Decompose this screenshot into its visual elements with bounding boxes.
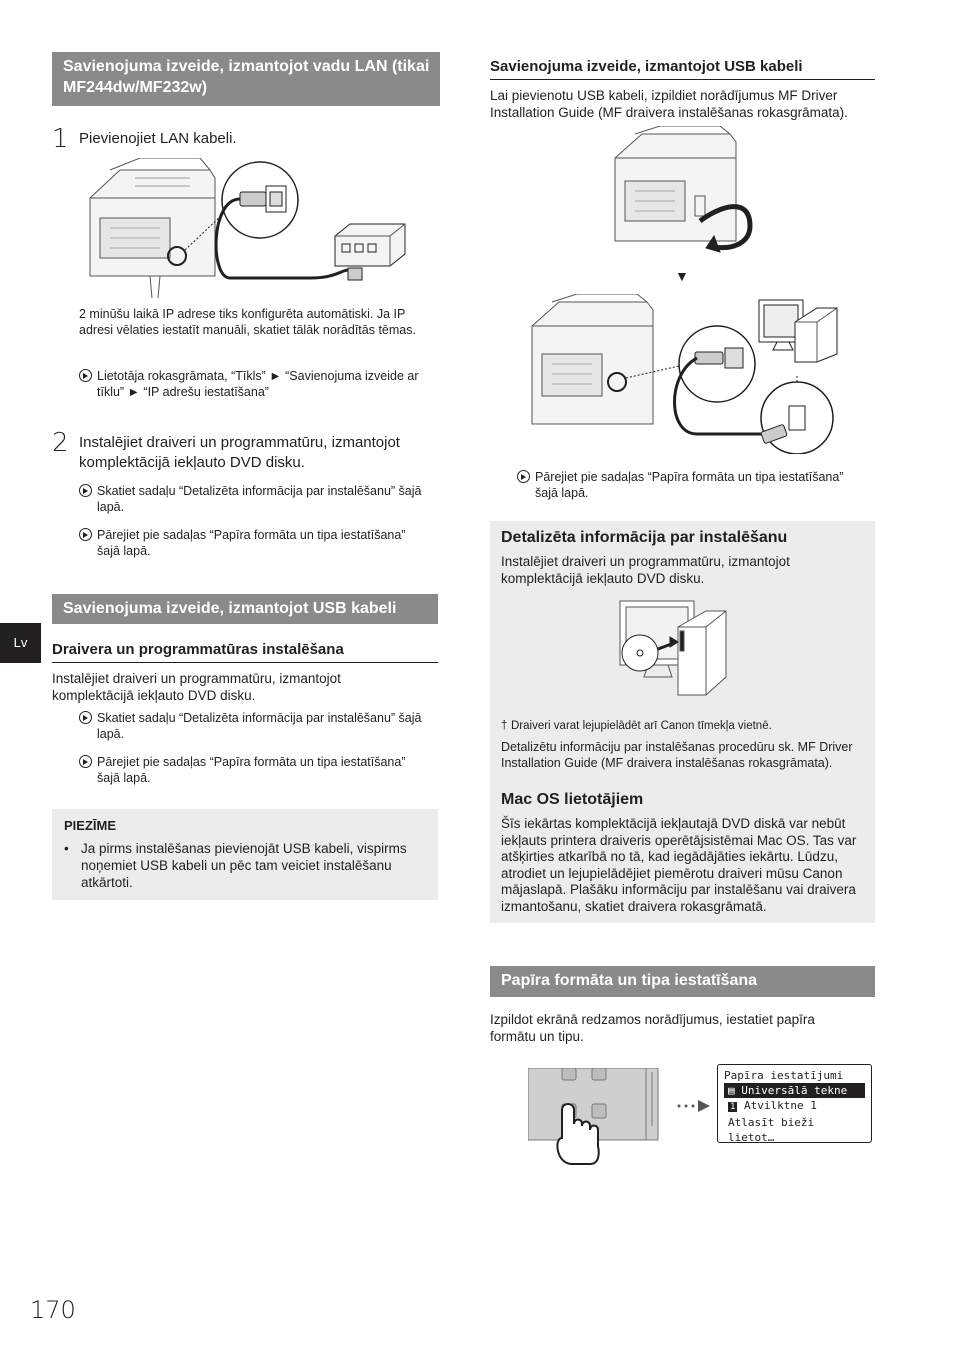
lan-section-title: Savienojuma izveide, izmantojot vadu LAN (tikai MF244dw/MF232w) (52, 52, 440, 106)
paper-section-title: Papīra formāta un tipa iestatīšana (490, 966, 875, 997)
usb-section-title: Savienojuma izveide, izmantojot USB kabeli (52, 594, 438, 624)
arrow-circle-icon (79, 369, 92, 382)
usb-connection-illustration (527, 294, 857, 454)
arrow-circle-icon (517, 470, 530, 483)
install-details-box (490, 521, 875, 923)
lan-ref2-text: Pārejiet pie sadaļas “Papīra formāta un tipa iestatīšana” šajā lapā. (97, 528, 406, 558)
usb-cable-title: Savienojuma izveide, izmantojot USB kabeli (490, 58, 875, 80)
lcd-row-multipurpose-tray[interactable] (724, 1083, 865, 1098)
note-label: PIEZĪME (64, 818, 117, 833)
install-details-title: Detalizēta informācija par instalēšanu (501, 529, 788, 546)
printer-rotate-illustration (610, 126, 760, 256)
usb-cable-ref-text: Pārejiet pie sadaļas “Papīra formāta un tipa iestatīšana” šajā lapā. (535, 470, 844, 500)
page-number: 170 (30, 1296, 76, 1324)
ip-ref-text: Lietotāja rokasgrāmata, “Tīkls” ► “Savienojuma izveide ar tīklu” ► “IP adrešu iestatīšana” (97, 369, 419, 399)
usb-cable-paper-reference (517, 469, 867, 501)
footnote-mark: † (501, 720, 508, 732)
usb-paper-reference (79, 754, 429, 786)
note-text: Ja pirms instalēšanas pievienojāt USB kabeli, vispirms noņemiet USB kabeli un pēc tam veiciet instalēšanu atkārtoti. (81, 841, 407, 890)
lan-connection-illustration (80, 158, 410, 306)
driver-install-text: Instalējiet draiveri un programmatūru, izmantojot komplektācijā iekļauto DVD disku. (52, 671, 341, 703)
usb-ref2-text: Pārejiet pie sadaļas “Papīra formāta un tipa iestatīšana” šajā lapā. (97, 755, 406, 785)
lan-paper-reference (79, 527, 429, 559)
footnote-text: Draiveri varat lejupielādēt arī Canon tīmekļa vietnē. (511, 720, 772, 732)
lan-ref1-text: Skatiet sadaļu “Detalizēta informācija par instalēšanu” šajā lapā. (97, 484, 422, 514)
lcd-paper-settings (717, 1064, 872, 1143)
control-panel-illustration (528, 1068, 660, 1168)
step-1-number: 1 (52, 124, 69, 154)
mac-os-title: Mac OS lietotājiem (501, 791, 644, 808)
note-box (52, 809, 438, 900)
step-1-text: Pievienojiet LAN kabeli. (79, 130, 237, 147)
usb-details-reference (79, 710, 429, 742)
step-2-number: 2 (52, 428, 69, 458)
drawer-badge-icon: 1 (730, 1102, 736, 1112)
lcd-row-frequent[interactable]: Atlasīt bieži lietot… (728, 1116, 815, 1144)
arrow-circle-icon (79, 528, 92, 541)
arrow-circle-icon (79, 484, 92, 497)
install-details-text: Instalējiet draiveri un programmatūru, izmantojot komplektācijā iekļauto DVD disku. (501, 554, 790, 586)
mac-os-text: Šīs iekārtas komplektācijā iekļautajā DVD diskā var nebūt iekļauts printera draiveris operētājsistēmai Mac OS. Tas var atšķirties atkarībā no tā, kad iegādājāties iekārtu. Lūdzu, atrodiet un lejupielādējiet piemērotu draiveri mūsu Canon mājaslapā. Plašāku informāciju par instalēšanu vai draivera izmantošanu, skatiet draivera rokasgrāmatā. (501, 816, 857, 914)
note-bullet: • (64, 841, 69, 856)
ip-settings-reference (79, 368, 429, 400)
more-info-text: Detalizētu informāciju par instalēšanas procedūru sk. MF Driver Installation Guide (MF draivera instalēšanas rokasgrāmata). (501, 740, 853, 770)
lcd-row-drawer-1[interactable] (724, 1098, 865, 1115)
usb-ref1-text: Skatiet sadaļu “Detalizēta informācija par instalēšanu” šajā lapā. (97, 711, 422, 741)
driver-install-subtitle: Draivera un programmatūras instalēšana (52, 641, 438, 663)
paper-section-text: Izpildot ekrānā redzamos norādījumus, iestatiet papīra formātu un tipu. (490, 1012, 815, 1044)
tray-icon: ▤ (728, 1084, 742, 1097)
ip-auto-text: 2 minūšu laikā IP adrese tiks konfigurēta automātiski. Ja IP adresi vēlaties iestatīt manuāli, skatiet tālāk norādītās tēmas. (79, 307, 416, 337)
down-arrow: ▼ (675, 268, 689, 284)
arrow-circle-icon (79, 755, 92, 768)
lcd-row1-label: Universālā tekne (741, 1084, 848, 1097)
dvd-computer-illustration (618, 597, 728, 701)
lan-details-reference (79, 483, 429, 515)
language-tab: Lv (0, 623, 41, 663)
usb-cable-text: Lai pievienotu USB kabeli, izpildiet norādījumus MF Driver Installation Guide (MF draivera instalēšanas rokasgrāmata). (490, 88, 848, 120)
dotted-arrow-icon (676, 1099, 712, 1113)
lcd-row2-label: Atvilktne 1 (744, 1099, 817, 1112)
arrow-circle-icon (79, 711, 92, 724)
step-2-text: Instalējiet draiveri un programmatūru, izmantojot komplektācijā iekļauto DVD disku. (79, 434, 400, 471)
lcd-header: Papīra iestatījumi (724, 1069, 844, 1082)
